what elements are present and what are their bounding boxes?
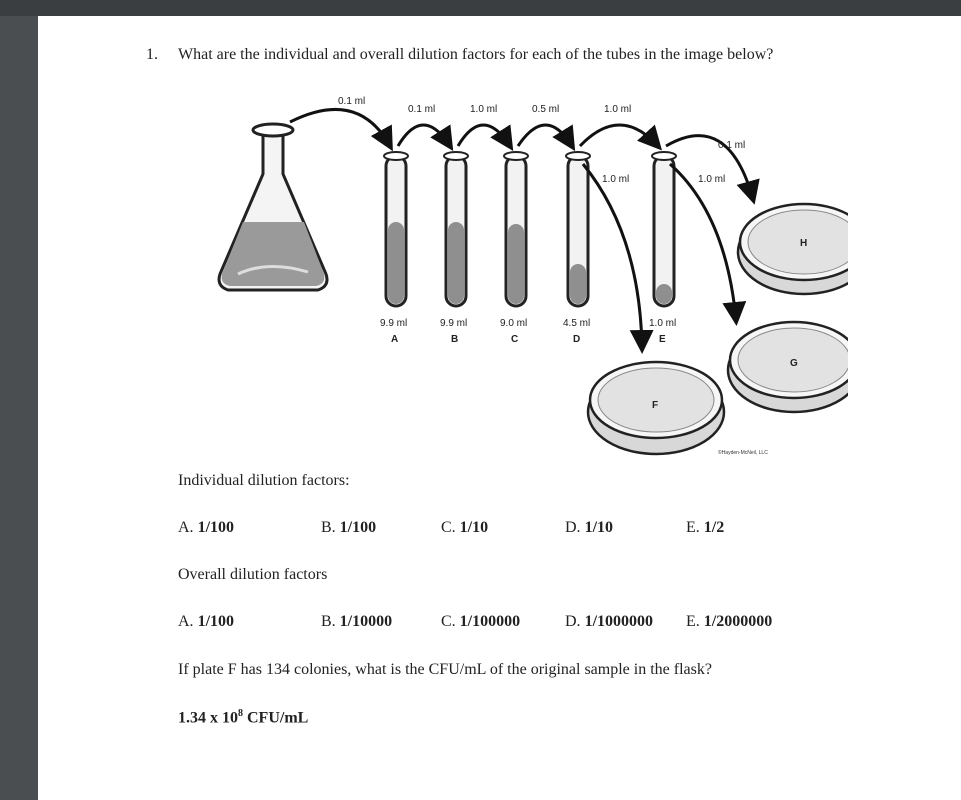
answer-letter: D.: [565, 519, 581, 536]
answer-mantissa: 1.34 x 10: [178, 709, 238, 727]
answer-exponent: 8: [238, 708, 243, 719]
answer-letter: E.: [686, 613, 700, 630]
plate-letter: H: [800, 238, 808, 249]
serial-dilution-figure: [208, 74, 848, 464]
answer-value: 1/10000: [339, 613, 393, 630]
tube-e: [652, 152, 676, 306]
individual-answer-e: [686, 519, 724, 537]
tube-d: [566, 152, 590, 306]
petri-plate-g: [728, 322, 848, 412]
tube-volume: 4.5 ml: [563, 318, 591, 329]
answer-value: 1/2: [703, 519, 725, 536]
tube-volume: 9.9 ml: [380, 318, 408, 329]
tube-letter: C: [511, 334, 519, 345]
individual-answer-c: [441, 519, 488, 537]
overall-answer-c: [441, 613, 520, 631]
transfer-label: 1.0 ml: [698, 174, 726, 185]
petri-plate-f: [588, 362, 724, 454]
tube-letter: B: [451, 334, 459, 345]
overall-answer-e: [686, 613, 772, 631]
answer-value: 1/100000: [459, 613, 521, 630]
answer-unit: CFU/mL: [243, 709, 309, 727]
transfer-label: 1.0 ml: [470, 104, 498, 115]
answer-letter: A.: [178, 519, 194, 536]
copyright-notice: ©Hayden-McNeil, LLC: [718, 450, 768, 456]
question-text: What are the individual and overall dilution factors for each of the tubes in the image below?: [178, 46, 774, 63]
transfer-label: 0.1 ml: [718, 140, 746, 151]
answer-value: 1/2000000: [703, 613, 773, 630]
viewer-sidebar: [0, 16, 38, 800]
overall-answer-a: [178, 613, 234, 631]
overall-answer-d: [565, 613, 653, 631]
answer-letter: C.: [441, 519, 456, 536]
answer-value: 1/100: [197, 519, 235, 536]
tube-volume: 9.0 ml: [500, 318, 528, 329]
individual-answer-d: [565, 519, 613, 537]
overall-answer-b: [321, 613, 392, 631]
transfer-label: 0.1 ml: [338, 96, 366, 107]
answer-value: 1/10: [459, 519, 489, 536]
transfer-label: 0.1 ml: [408, 104, 436, 115]
tube-c: [504, 152, 528, 306]
question-number: 1.: [146, 46, 158, 63]
plate-letter: G: [790, 358, 798, 369]
answer-letter: B.: [321, 519, 336, 536]
followup-question: If plate F has 134 colonies, what is the CFU/mL of the original sample in the flask?: [178, 661, 712, 678]
tube-letter: D: [573, 334, 581, 345]
answer-value: 1/1000000: [584, 613, 654, 630]
tube-a: [384, 152, 408, 306]
tube-volume: 1.0 ml: [649, 318, 677, 329]
flask-icon: [219, 124, 327, 290]
answer-value: 1/100: [197, 613, 235, 630]
petri-plate-h: [738, 204, 848, 294]
transfer-label: 0.5 ml: [532, 104, 560, 115]
answer-value: 1/100: [339, 519, 377, 536]
tube-letter: A: [391, 334, 399, 345]
overall-heading: Overall dilution factors: [178, 566, 328, 583]
transfer-label: 1.0 ml: [602, 174, 630, 185]
document-page: [38, 16, 961, 800]
individual-answer-a: [178, 519, 234, 537]
answer-letter: B.: [321, 613, 336, 630]
individual-heading: Individual dilution factors:: [178, 472, 350, 489]
plate-letter: F: [652, 400, 659, 411]
viewer-top-bar: [0, 0, 961, 16]
tube-letter: E: [659, 334, 666, 345]
answer-letter: E.: [686, 519, 700, 536]
individual-answer-b: [321, 519, 376, 537]
answer-letter: C.: [441, 613, 456, 630]
followup-answer: [178, 708, 308, 727]
tube-b: [444, 152, 468, 306]
answer-letter: A.: [178, 613, 194, 630]
tube-volume: 9.9 ml: [440, 318, 468, 329]
transfer-label: 1.0 ml: [604, 104, 632, 115]
answer-value: 1/10: [584, 519, 614, 536]
answer-letter: D.: [565, 613, 581, 630]
